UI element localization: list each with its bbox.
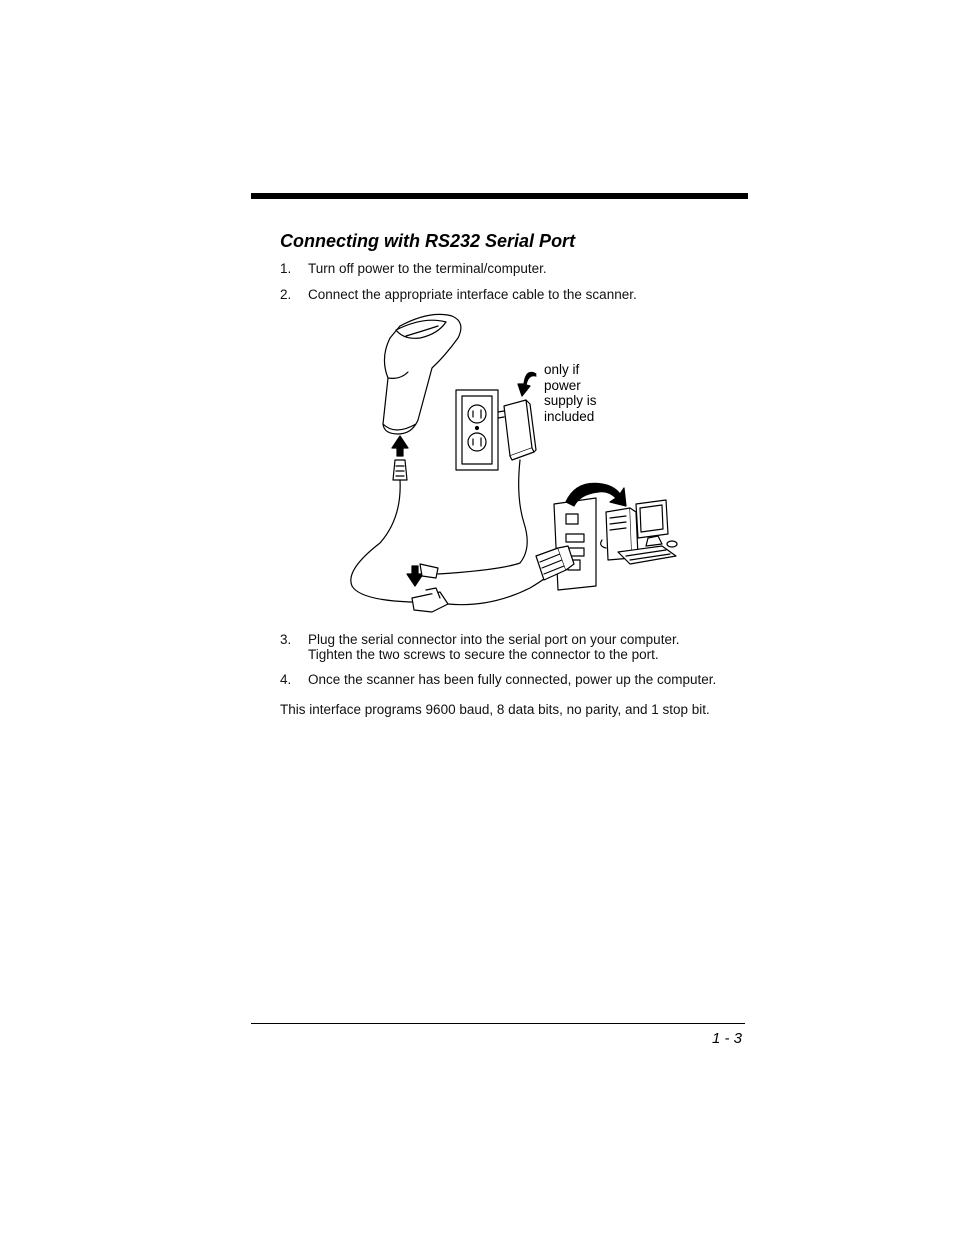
step-text: Once the scanner has been fully connected, power up the computer.: [308, 672, 717, 687]
cable-splitter-icon: [412, 588, 448, 612]
step-text: Turn off power to the terminal/computer.: [308, 261, 547, 276]
monitor-icon: [636, 500, 668, 546]
connection-illustration: [340, 308, 700, 618]
interface-settings-paragraph: This interface programs 9600 baud, 8 data bits, no parity, and 1 stop bit.: [280, 702, 710, 717]
note-line: supply is: [544, 393, 597, 408]
step-text: [308, 632, 748, 662]
scanner-icon: [383, 314, 461, 434]
power-outlet-icon: [456, 390, 498, 470]
step-line: Tighten the two screws to secure the connector to the port.: [308, 647, 659, 662]
mouse-icon: [667, 541, 677, 547]
up-arrow-icon: [392, 436, 408, 456]
step-line: Plug the serial connector into the serial port on your computer.: [308, 632, 680, 647]
step-text: Connect the appropriate interface cable to the scanner.: [308, 287, 637, 302]
computer-port-panel: [554, 498, 596, 590]
step-number: 2.: [280, 287, 292, 302]
note-line: included: [544, 408, 595, 424]
header-rule: [251, 193, 748, 199]
power-adapter-icon: [498, 400, 536, 460]
power-supply-note: [544, 362, 614, 424]
footer-rule: [251, 1023, 745, 1024]
note-line: power: [544, 377, 581, 393]
step-number: 3.: [280, 632, 292, 647]
note-line: only if: [544, 362, 580, 377]
step-number: 4.: [280, 672, 292, 687]
page-number: 1 - 3: [711, 1030, 742, 1047]
section-title: Connecting with RS232 Serial Port: [280, 231, 576, 251]
pointer-arrow-icon: [518, 372, 536, 396]
step-number: 1.: [280, 261, 292, 276]
